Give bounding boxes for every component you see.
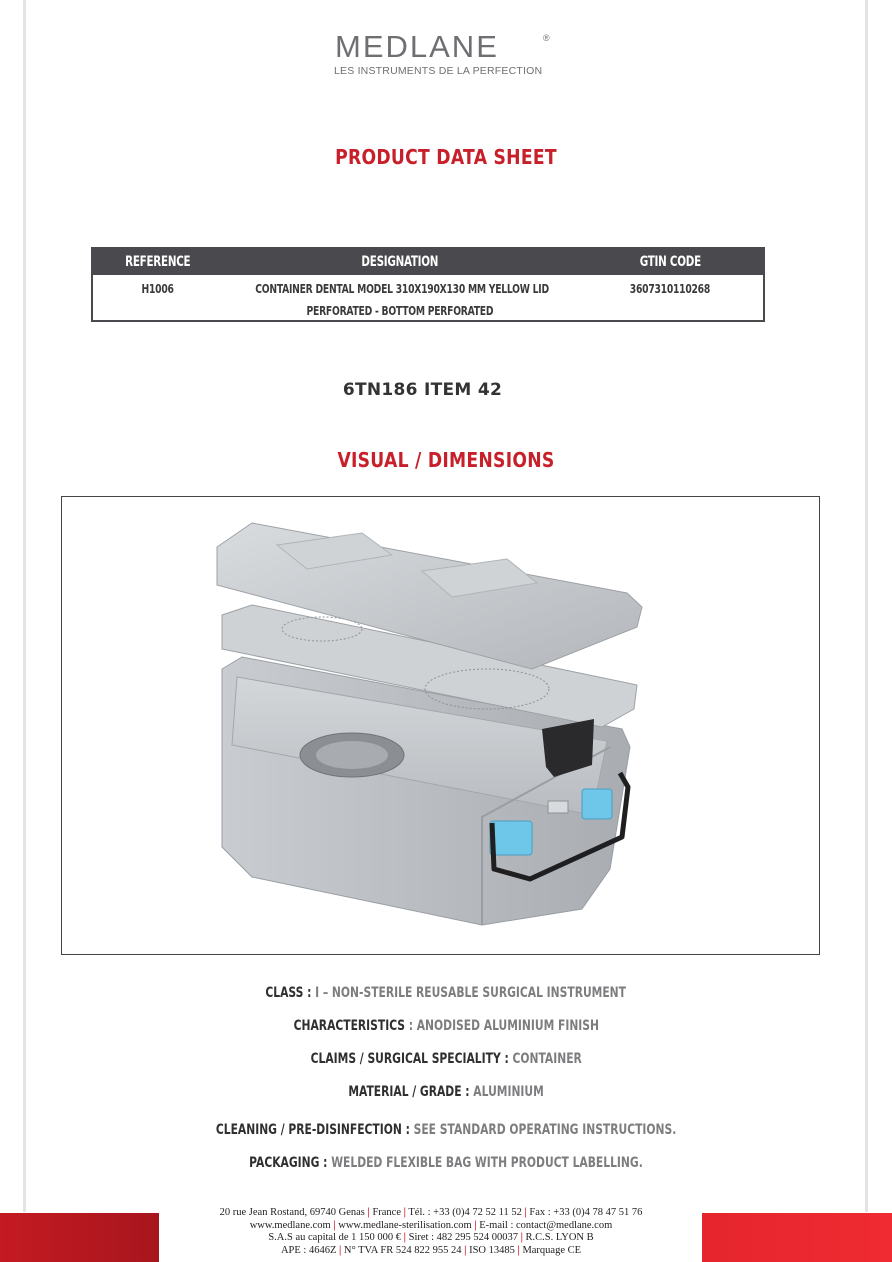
header-designation: DESIGNATION xyxy=(361,254,439,270)
spec-cleaning: CLEANING / PRE-DISINFECTION : SEE STANDARD OPERATING INSTRUCTIONS. xyxy=(215,1122,677,1138)
medlane-logo xyxy=(333,30,553,80)
registered-mark: ® xyxy=(543,33,550,43)
spec-material: MATERIAL / GRADE : ALUMINIUM xyxy=(348,1084,544,1100)
page-title: PRODUCT DATA SHEET xyxy=(335,145,557,169)
sterilisation-website-link[interactable]: www.medlane-sterilisation.com xyxy=(338,1219,472,1231)
table-row xyxy=(93,275,763,322)
designation-line-1: CONTAINER DENTAL MODEL 310X190X130 MM YELLOW LID xyxy=(255,281,549,296)
footer-bar-right xyxy=(702,1213,892,1262)
header-gtin: GTIN CODE xyxy=(639,254,701,270)
footer-legal-line: S.A.S au capital de 1 150 000 € | Siret : 482 295 524 00037 | R.C.S. LYON B xyxy=(268,1232,594,1243)
header-reference: REFERENCE xyxy=(125,254,191,270)
cell-gtin: 3607310110268 xyxy=(629,281,711,296)
footer-address-line: 20 rue Jean Rostand, 69740 Genas | France | Tél. : +33 (0)4 72 52 11 52 | Fax : +33 (0)4 78 47 51 76 xyxy=(219,1207,643,1218)
logo-tagline: LES INSTRUMENTS DE LA PERFECTION xyxy=(334,65,543,77)
cell-reference: H1006 xyxy=(141,281,175,296)
visual-heading: VISUAL / DIMENSIONS xyxy=(337,448,555,472)
website-link[interactable]: www.medlane.com xyxy=(249,1219,331,1231)
footer-bar-left xyxy=(0,1213,159,1262)
reference-table-header xyxy=(93,249,763,275)
spec-class: CLASS : I – NON-STERILE REUSABLE SURGICAL INSTRUMENT xyxy=(265,985,627,1001)
model-code: 6TN186 ITEM 42 xyxy=(342,380,503,400)
spec-claims: CLAIMS / SURGICAL SPECIALITY : CONTAINER xyxy=(310,1051,582,1067)
designation-line-2: PERFORATED - BOTTOM PERFORATED xyxy=(306,303,494,318)
product-visual-frame xyxy=(61,496,820,955)
footer-web-line: www.medlane.com | www.medlane-sterilisation.com | E-mail : contact@medlane.com xyxy=(249,1219,613,1231)
spec-characteristics: CHARACTERISTICS : ANODISED ALUMINIUM FINISH xyxy=(293,1018,599,1034)
reference-table xyxy=(91,247,765,322)
footer-registration-line: APE : 4646Z | N° TVA FR 524 822 955 24 | ISO 13485 | Marquage CE xyxy=(280,1244,582,1256)
logo-wordmark: MEDLANE xyxy=(335,29,499,64)
cell-designation xyxy=(223,278,577,322)
email-link[interactable]: E-mail : contact@medlane.com xyxy=(479,1219,613,1231)
company-footer xyxy=(160,1207,702,1257)
sterilisation-container-image xyxy=(62,497,819,954)
spec-packaging: PACKAGING : WELDED FLEXIBLE BAG WITH PRODUCT LABELLING. xyxy=(249,1155,643,1171)
